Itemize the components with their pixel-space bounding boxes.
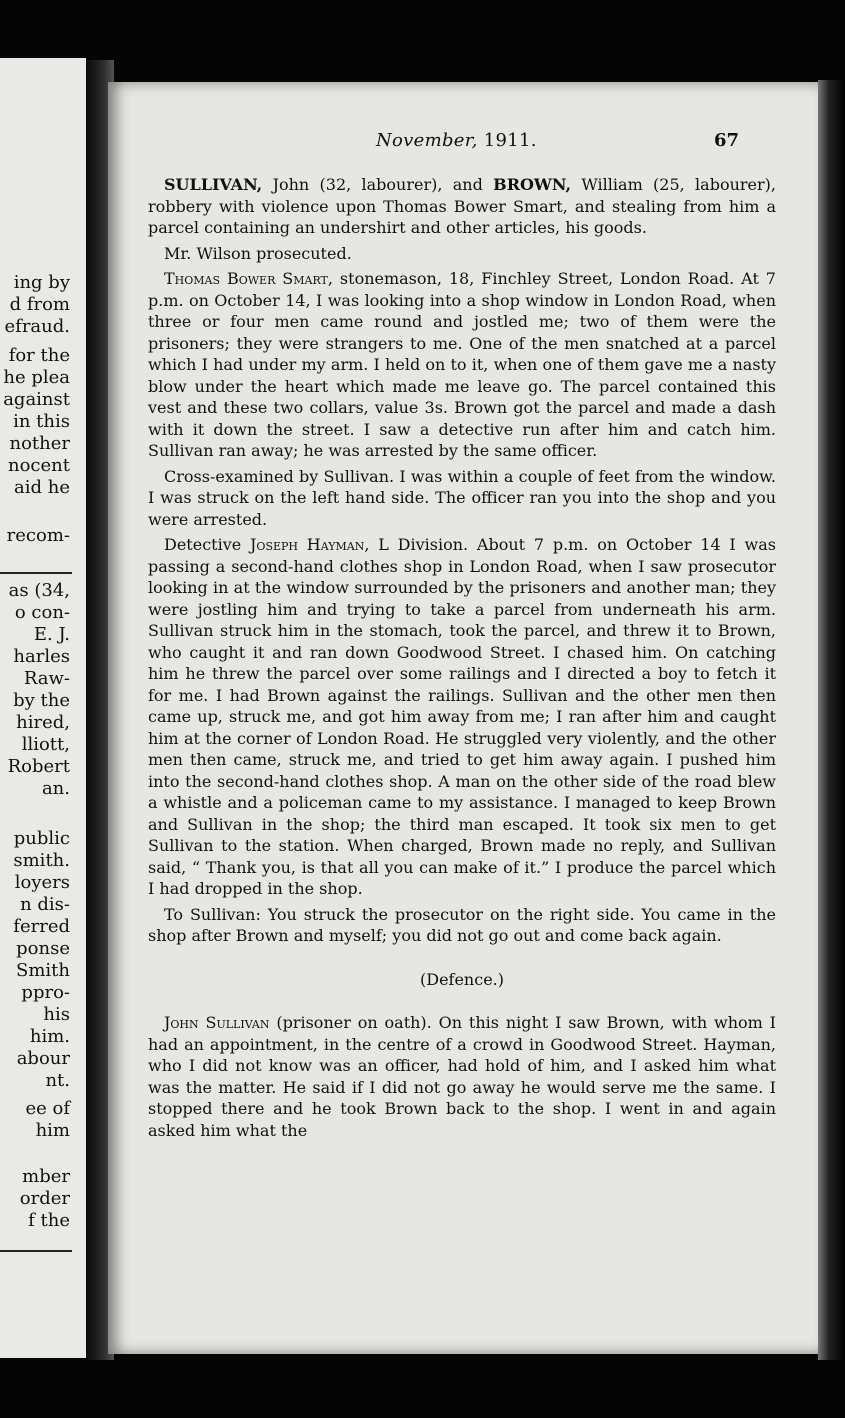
facing-fragment: nother [9, 433, 70, 454]
facing-fragment: for the [8, 345, 70, 366]
page-number: 67 [714, 130, 740, 151]
case-heading [148, 174, 776, 239]
witness-name: Thomas Bower Smart, [164, 269, 333, 288]
facing-fragment: Smith [16, 960, 70, 981]
facing-fragment: ferred [13, 916, 70, 937]
facing-fragment: smith. [13, 850, 70, 871]
case-heading-text: John (32, labourer), and [272, 175, 483, 194]
facing-fragment: ee of [25, 1098, 70, 1119]
facing-fragment: o con- [14, 602, 70, 623]
facing-fragment: against [3, 389, 70, 410]
facing-fragment: as (34, [8, 580, 70, 601]
witness-hayman-paragraph [148, 534, 776, 900]
facing-fragment: nocent [8, 455, 70, 476]
witness-smart-paragraph [148, 268, 776, 462]
facing-fragment: aid he [14, 477, 70, 498]
facing-fragment: ponse [16, 938, 70, 959]
witness-testimony: L Division. About 7 p.m. on October 14 I was passing a second-hand clothes shop in London Road, when I saw prosecutor looking in at the window surrounded by the prisoners and another man; they were jostling him and trying to take a parcel from underneath his arm. Sullivan struck him in the stomach, took the parcel, and threw it to Brown, who caught it and ran down Goodwood Street. I chased him. On catching him he threw the parcel over some railings and I directed a boy to fetch it for me. I had Brown against the railings. Sullivan and the other men then came up, struck me, and got him away from me; I ran after him and caught him at the corner of London Road. He struggled very violently, and the other men then came, struck me, and tried to get him away again. I pushed him into the second-hand clothes shop. A man on the other side of the road blew a whistle and a policeman came to my assistance. I managed to keep Brown and Sullivan in the shop; the third man escaped. It took six men to get Sullivan to the station. When charged, Brown made no reply, and Sullivan said, “ Thank you, is that all you can make of it.” I produce the parcel which I had dropped in the shop. [148, 535, 776, 898]
facing-rule [0, 572, 72, 574]
cross-examination-paragraph: Cross-examined by Sullivan. I was within a couple of feet from the window. I was struck on the left hand side. The officer ran you into the shop and you were arrested. [148, 466, 776, 529]
defendant-sullivan-paragraph [148, 1012, 776, 1141]
facing-fragment: Raw- [23, 668, 70, 689]
running-head-year: 1911. [483, 130, 537, 151]
facing-fragment: him. [29, 1026, 70, 1047]
case-heading-text: William (25, labourer), robbery with violence upon Thomas Bower Smart, and stealing from him a parcel containing an undershirt and other articles, his goods. [148, 175, 776, 237]
main-page [108, 82, 820, 1354]
page-header [108, 130, 820, 156]
facing-fragment: abour [16, 1048, 70, 1069]
witness-title: Detective [164, 535, 242, 554]
facing-fragment: E. J. [33, 624, 70, 645]
facing-fragment: an. [41, 778, 70, 799]
facing-fragment: public [13, 828, 70, 849]
facing-fragment: Robert [7, 756, 70, 777]
facing-fragment: d from [9, 294, 70, 315]
running-head-month: November, [376, 130, 478, 151]
facing-fragment: efraud. [4, 316, 70, 337]
witness-testimony: stonemason, 18, Finchley Street, London Road. At 7 p.m. on October 14, I was looking into a shop window in London Road, when three or four men came round and jostled me; two of them were the prisoners; they were strangers to me. One of the men snatched at a parcel which I had under my arm. I held on to it, when one of them gave me a nasty blow under the heart which made me leave go. The parcel contained this vest and these two collars, value 3s. Brown got the parcel and made a dash with it down the street. I saw a detective run after him and catch him. Sullivan ran away; he was arrested by the same officer. [148, 269, 776, 460]
prosecution-line: Mr. Wilson prosecuted. [164, 243, 352, 263]
facing-page [0, 58, 86, 1358]
to-sullivan-paragraph: To Sullivan: You struck the prosecutor on the right side. You came in the shop after Brown and myself; you did not go out and come back again. [148, 904, 776, 945]
facing-fragment: he plea [3, 367, 70, 388]
facing-fragment: lliott, [21, 734, 70, 755]
defendant-name: John Sullivan [164, 1013, 270, 1032]
facing-fragment: loyers [14, 872, 70, 893]
defence-heading: (Defence.) [420, 969, 504, 989]
facing-fragment: in this [13, 411, 70, 432]
facing-fragment: his [43, 1004, 70, 1025]
facing-fragment: him [35, 1120, 70, 1141]
defendant-testimony: (prisoner on oath). On this night I saw Brown, with whom I had an appointment, in the centre of a crowd in Goodwood Street. Hayman, who I did not know was an officer, had hold of him, and I asked him what was the matter. He said if I did not go away he would serve me the same. I stopped there and he took Brown back to the shop. I went in and again asked him what the [148, 1013, 776, 1140]
page-body [148, 174, 776, 1145]
facing-fragment: ing by [13, 272, 70, 293]
facing-fragment: harles [13, 646, 70, 667]
facing-fragment: hired, [16, 712, 70, 733]
running-head [376, 130, 537, 151]
defendant-name-1: SULLIVAN, [164, 175, 263, 194]
facing-fragment: nt. [45, 1070, 70, 1091]
facing-rule [0, 1250, 72, 1252]
facing-fragment: ppro- [21, 982, 70, 1003]
facing-fragment: recom- [6, 525, 70, 546]
facing-fragment: by the [13, 690, 70, 711]
defendant-name-2: BROWN, [493, 175, 572, 194]
facing-fragment: mber [22, 1166, 70, 1187]
facing-fragment: n dis- [20, 894, 70, 915]
facing-fragment: f the [28, 1210, 70, 1231]
facing-fragment: order [19, 1188, 70, 1209]
page-edge [818, 80, 845, 1360]
witness-name: Joseph Hayman, [250, 535, 370, 554]
